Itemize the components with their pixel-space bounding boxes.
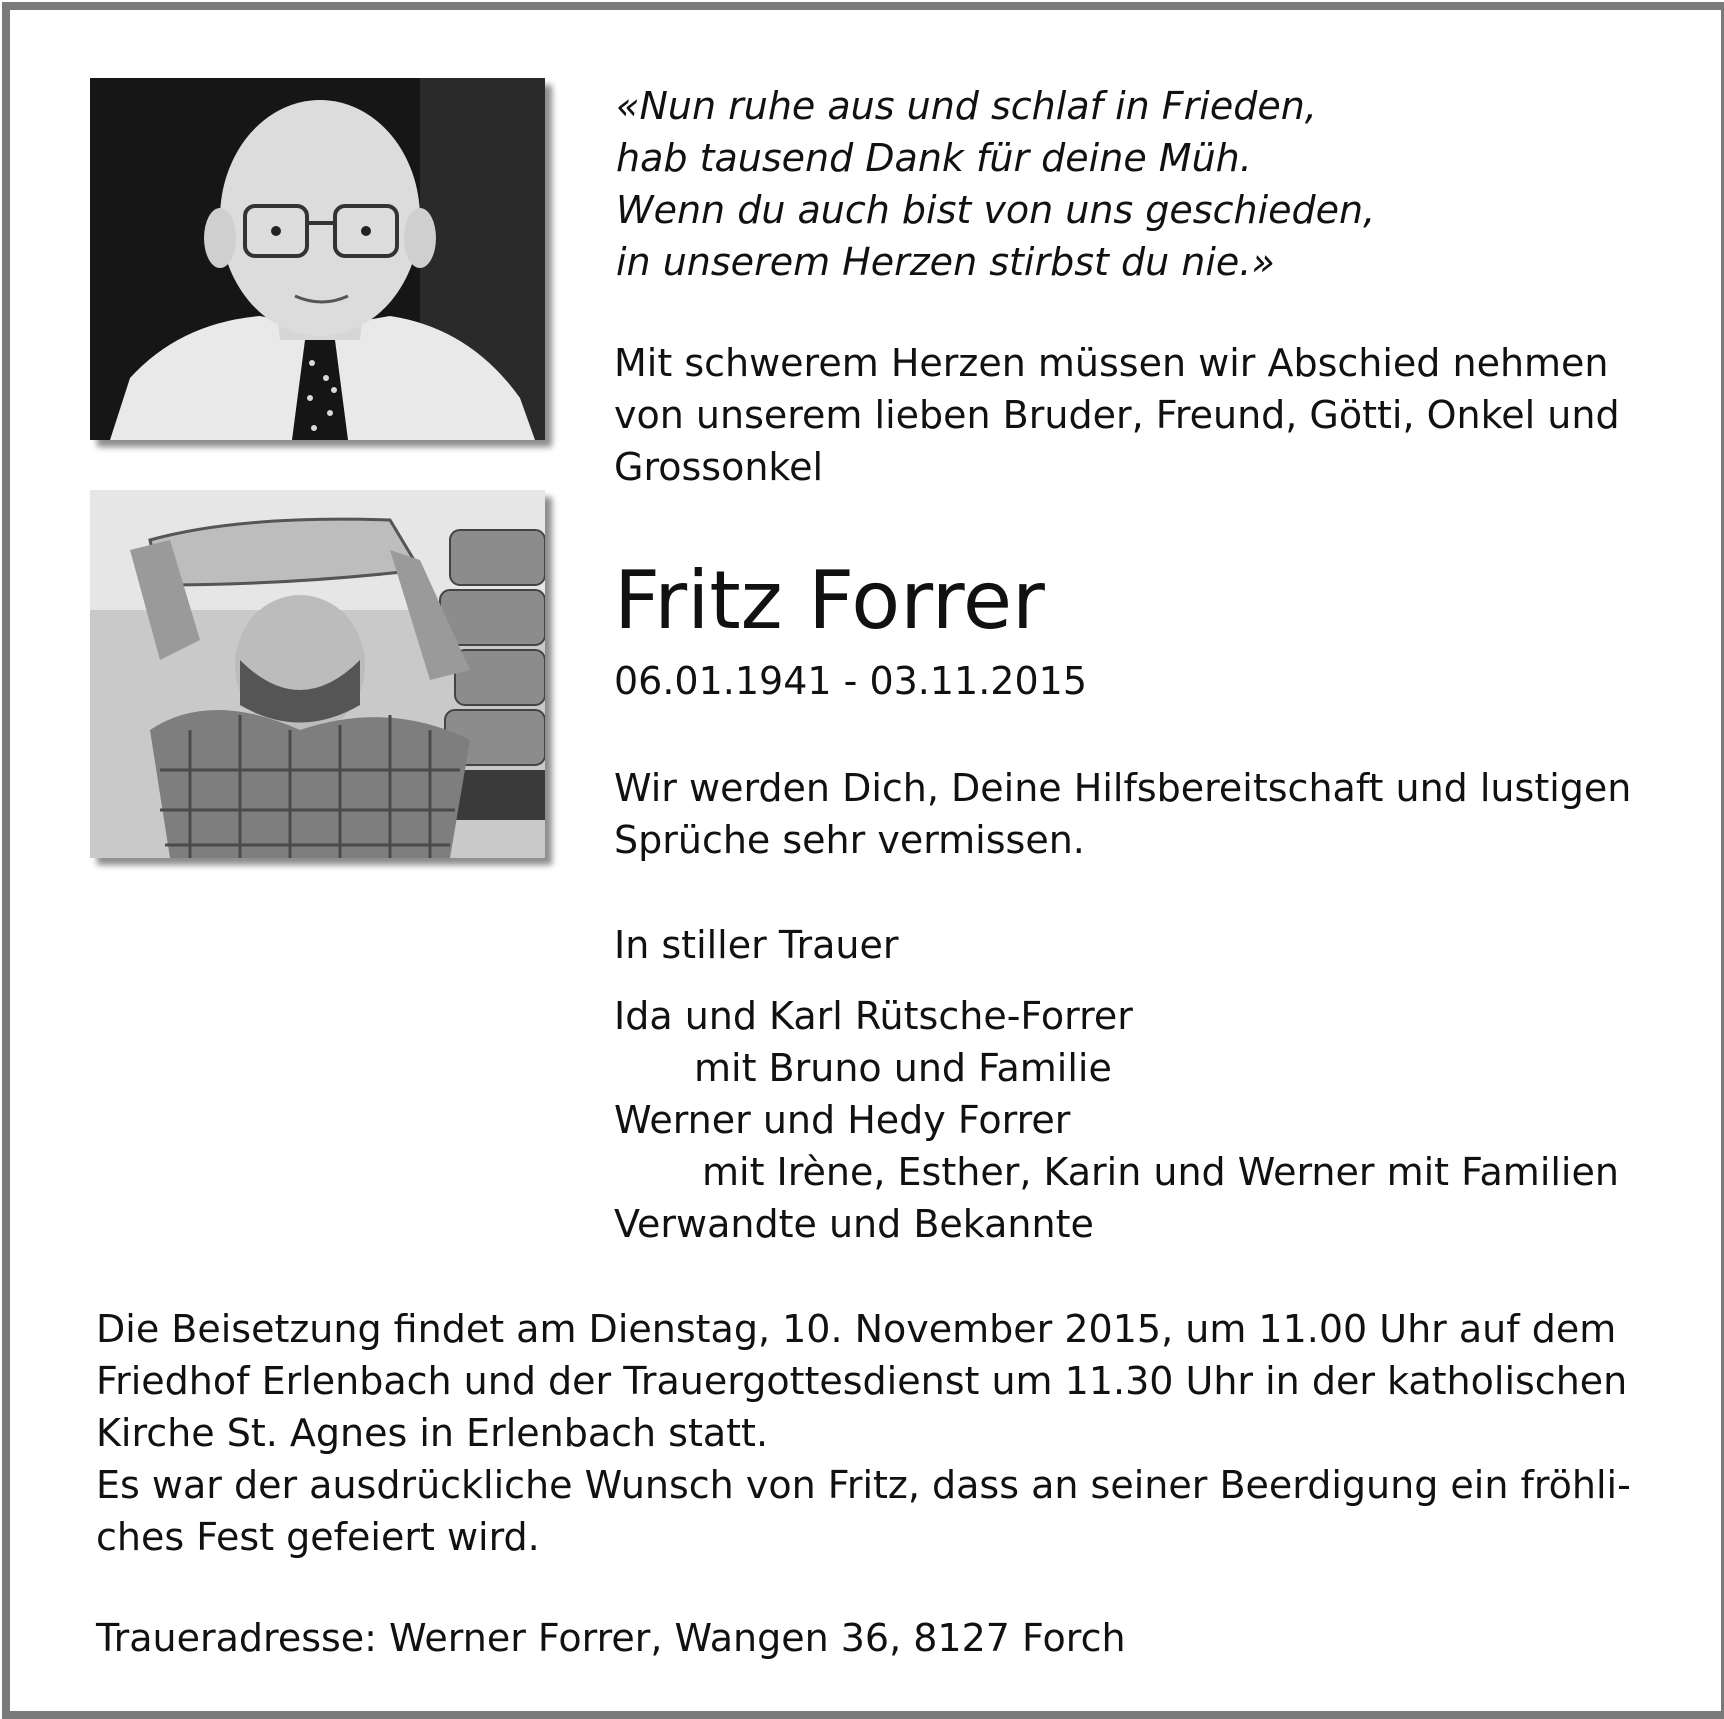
mourning-address: Traueradresse: Werner Forrer, Wangen 36, 8127 Forch <box>96 1616 1126 1660</box>
deceased-name: Fritz Forrer <box>614 554 1045 647</box>
poem-line: Wenn du auch bist von uns geschieden, <box>616 188 1376 232</box>
service-line: Es war der ausdrückliche Wunsch von Fritz, dass an seiner Beerdigung ein fröhli- <box>96 1463 1631 1507</box>
tribute-text <box>614 762 1631 866</box>
family-list <box>614 990 1619 1250</box>
service-line: Friedhof Erlenbach und der Trauergottesdienst um 11.30 Uhr in der katholischen <box>96 1359 1628 1403</box>
poem-line: hab tausend Dank für deine Müh. <box>616 136 1252 180</box>
family-line: Werner und Hedy Forrer <box>614 1098 1071 1142</box>
obituary-frame <box>2 2 1724 1719</box>
intro-line: Mit schwerem Herzen müssen wir Abschied nehmen <box>614 341 1609 385</box>
family-line: Verwandte und Bekannte <box>614 1202 1094 1246</box>
service-line: ches Fest gefeiert wird. <box>96 1515 540 1559</box>
mourning-label: In stiller Trauer <box>614 923 899 967</box>
intro-text <box>614 337 1620 493</box>
working-photo <box>90 490 545 858</box>
service-line: Kirche St. Agnes in Erlenbach statt. <box>96 1411 769 1455</box>
portrait-photo <box>90 78 545 440</box>
intro-line: von unserem lieben Bruder, Freund, Götti, Onkel und <box>614 393 1620 437</box>
life-dates: 06.01.1941 - 03.11.2015 <box>614 659 1088 703</box>
service-line: Die Beisetzung findet am Dienstag, 10. November 2015, um 11.00 Uhr auf dem <box>96 1307 1617 1351</box>
family-line: mit Bruno und Familie <box>694 1046 1112 1090</box>
poem-line: in unserem Herzen stirbst du nie.» <box>616 240 1275 284</box>
intro-line: Grossonkel <box>614 445 823 489</box>
portrait-image <box>90 78 545 440</box>
working-image <box>90 490 545 858</box>
service-details <box>96 1303 1631 1563</box>
poem <box>616 80 1375 288</box>
family-line: mit Irène, Esther, Karin und Werner mit Familien <box>702 1150 1619 1194</box>
family-line: Ida und Karl Rütsche-Forrer <box>614 994 1133 1038</box>
tribute-line: Sprüche sehr vermissen. <box>614 818 1085 862</box>
tribute-line: Wir werden Dich, Deine Hilfsbereitschaft und lustigen <box>614 766 1632 810</box>
poem-line: «Nun ruhe aus und schlaf in Frieden, <box>616 84 1317 128</box>
